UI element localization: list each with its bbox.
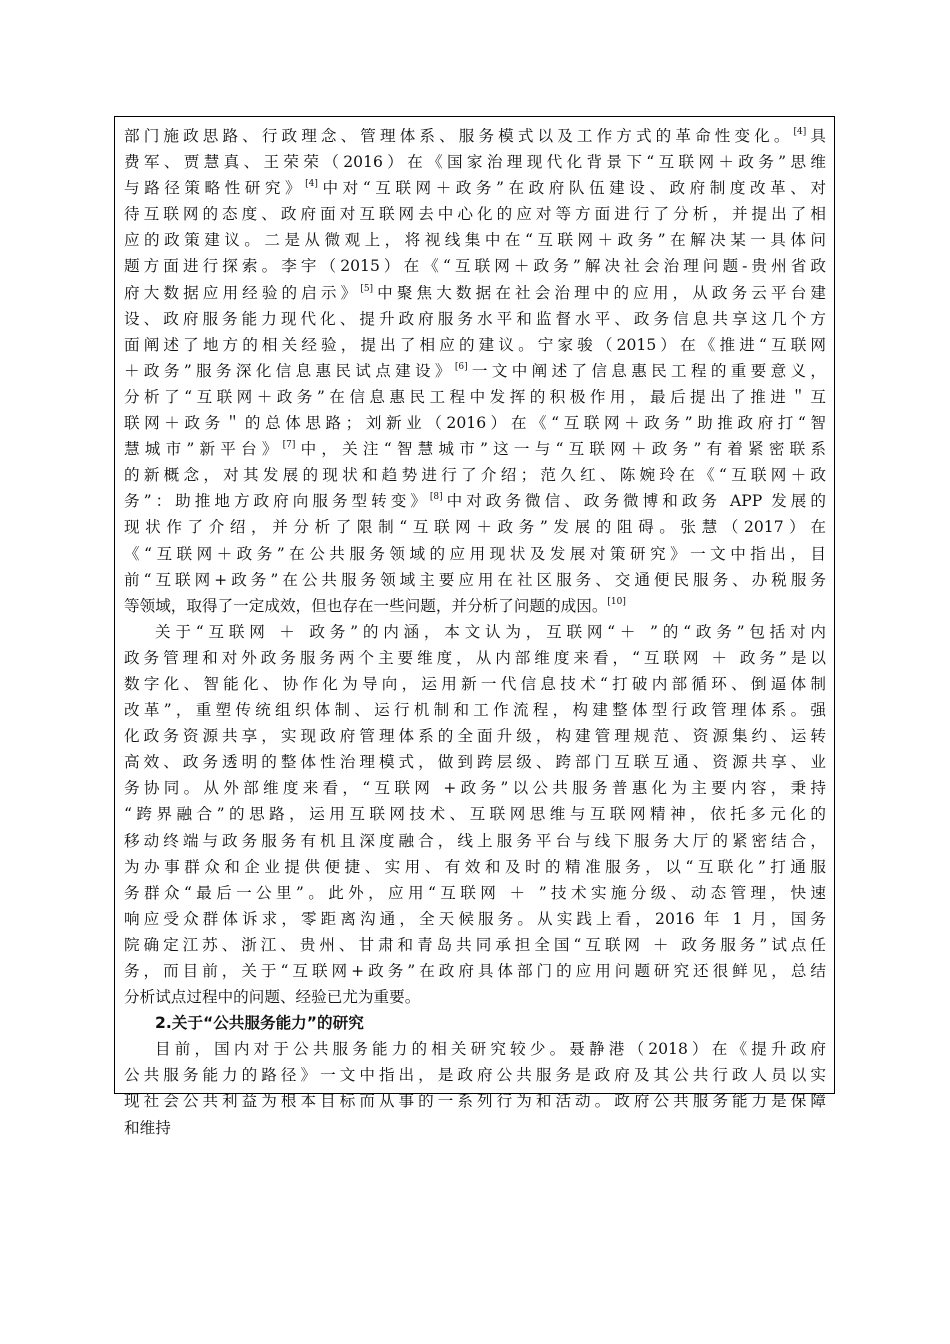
text-line: 务”：助推地方政府向服务型转变》[8]中对政务微信、政务微博和政务 APP 发展的: [124, 492, 826, 511]
text-line: 与路径策略性研究》[4]中对“互联网＋政务”在政府队伍建设、政府制度改革、对: [124, 179, 826, 198]
text-line: 待互联网的态度、政府面对互联网去中心化的应对等方面进行了分析，并提出了相: [124, 205, 826, 224]
document-frame: [114, 116, 835, 1137]
text-line: 的新概念，对其发展的现状和趋势进行了介绍；范久红、陈婉玲在《“互联网＋政: [124, 466, 826, 485]
text-line: 化政务资源共享，实现政府管理体系的全面升级，构建管理规范、资源集约、运转: [124, 727, 826, 746]
text-line: 公共服务能力的路径》一文中指出，是政府公共服务是政府及其公共行政人员以实: [124, 1066, 826, 1085]
text-line: 府大数据应用经验的启示》[5]中聚焦大数据在社会治理中的应用，从政务云平台建: [124, 283, 826, 302]
text-line: 和维持: [124, 1118, 171, 1137]
text-line: 务，而目前，关于“互联网+政务”在政府具体部门的应用问题研究还很鲜见，总结: [124, 962, 826, 980]
text-line: 政务管理和对外政务服务两个主要维度，从内部维度来看，“互联网 ＋ 政务”是以: [124, 648, 826, 667]
text-line: 分析了“互联网＋政务”在信息惠民工程中发挥的积极作用，最后提出了推进＂互: [124, 387, 826, 406]
text-line: 务群众“最后一公里”。此外，应用“互联网 ＋ ”技术实施分级、动态管理，快速: [124, 883, 826, 902]
text-line: 慧城市”新平台》[7]中，关注“智慧城市”这一与“互联网＋政务”有着紧密联系: [124, 440, 826, 459]
text-line: 为办事群众和企业提供便捷、实用、有效和及时的精准服务，以“互联化”打通服: [124, 857, 826, 876]
text-line: 等领域，取得了一定成效，但也存在一些问题，并分析了问题的成因。[10]: [124, 596, 626, 615]
text-line: ＋政务”服务深化信息惠民试点建设》[6]一文中阐述了信息惠民工程的重要意义，: [124, 361, 826, 380]
citation: [10]: [607, 596, 626, 607]
text-line: 设、政府服务能力现代化、提升政府服务水平和监督水平、政务信息共享这几个方: [124, 309, 826, 328]
text-line: 务协同。从外部维度来看，“互联网 +政务”以公共服务普惠化为主要内容，秉持: [124, 779, 826, 798]
text-line: 前“互联网+政务”在公共服务领域主要应用在社区服务、交通便民服务、办税服务: [124, 570, 826, 589]
text-line: 部门施政思路、行政理念、管理体系、服务模式以及工作方式的革命性变化。[4]具: [124, 127, 826, 145]
text-line: 费军、贾慧真、王荣荣（2016）在《国家治理现代化背景下“互联网＋政务”思维: [124, 153, 826, 172]
text-line: 面阐述了地方的相关经验，提出了相应的建议。宁家骏（2015）在《推进“互联网: [124, 335, 826, 354]
text-line: 高效、政务透明的整体性治理模式，做到跨层级、跨部门互联互通、资源共享、业: [124, 753, 826, 772]
citation: [8]: [429, 492, 443, 503]
text-line: 数字化、智能化、协作化为导向，运用新一代信息技术“打破内部循环、倒逼体制: [124, 674, 826, 693]
text-line: 分析试点过程中的问题、经验已尤为重要。: [124, 988, 421, 1007]
text-line: 响应受众群体诉求，零距离沟通，全天候服务。从实践上看，2016 年 1 月，国务: [124, 909, 826, 928]
text-line: 应的政策建议。二是从微观上，将视线集中在“互联网＋政务”在解决某一具体问: [124, 231, 826, 250]
text-line: 联网＋政务＂的总体思路；刘新业（2016）在《“互联网＋政务”助推政府打“智: [124, 414, 826, 433]
text-line: “跨界融合”的思路，运用互联网技术、互联网思维与互联网精神，依托多元化的: [124, 805, 826, 824]
text-line: 移动终端与政务服务有机且深度融合，线上服务平台与线下服务大厅的紧密结合，: [124, 831, 826, 850]
citation: [7]: [282, 440, 296, 451]
text-line: 改革”，重塑传统组织体制、运行机制和工作流程，构建整体型行政管理体系。强: [124, 701, 826, 720]
text-line: 《“互联网＋政务”在公共服务领域的应用现状及发展对策研究》一文中指出，目: [124, 544, 826, 563]
text-line: 现状作了介绍，并分析了限制“互联网＋政务”发展的阻碍。张慧（2017）在: [124, 518, 826, 537]
text-line: 关于“互联网 ＋ 政务”的内涵，本文认为，互联网“＋ ”的“政务”包括对内: [155, 622, 826, 641]
citation: [5]: [360, 283, 374, 294]
section-heading: 2.关于“公共服务能力”的研究: [155, 1014, 364, 1033]
text-line: 现社会公共利益为根本目标而从事的一系列行为和活动。政府公共服务能力是保障: [124, 1092, 826, 1111]
citation: [6]: [454, 361, 468, 372]
text-line: 目前，国内对于公共服务能力的相关研究较少。聂静港（2018）在《提升政府: [155, 1040, 826, 1059]
text-line: 题方面进行探索。李宇（2015）在《“互联网＋政务”解决社会治理问题-贵州省政: [124, 257, 826, 276]
text-line: 院确定江苏、浙江、贵州、甘肃和青岛共同承担全国“互联网 ＋ 政务服务”试点任: [124, 935, 826, 954]
citation: [4]: [793, 127, 807, 137]
citation: [4]: [305, 179, 318, 190]
